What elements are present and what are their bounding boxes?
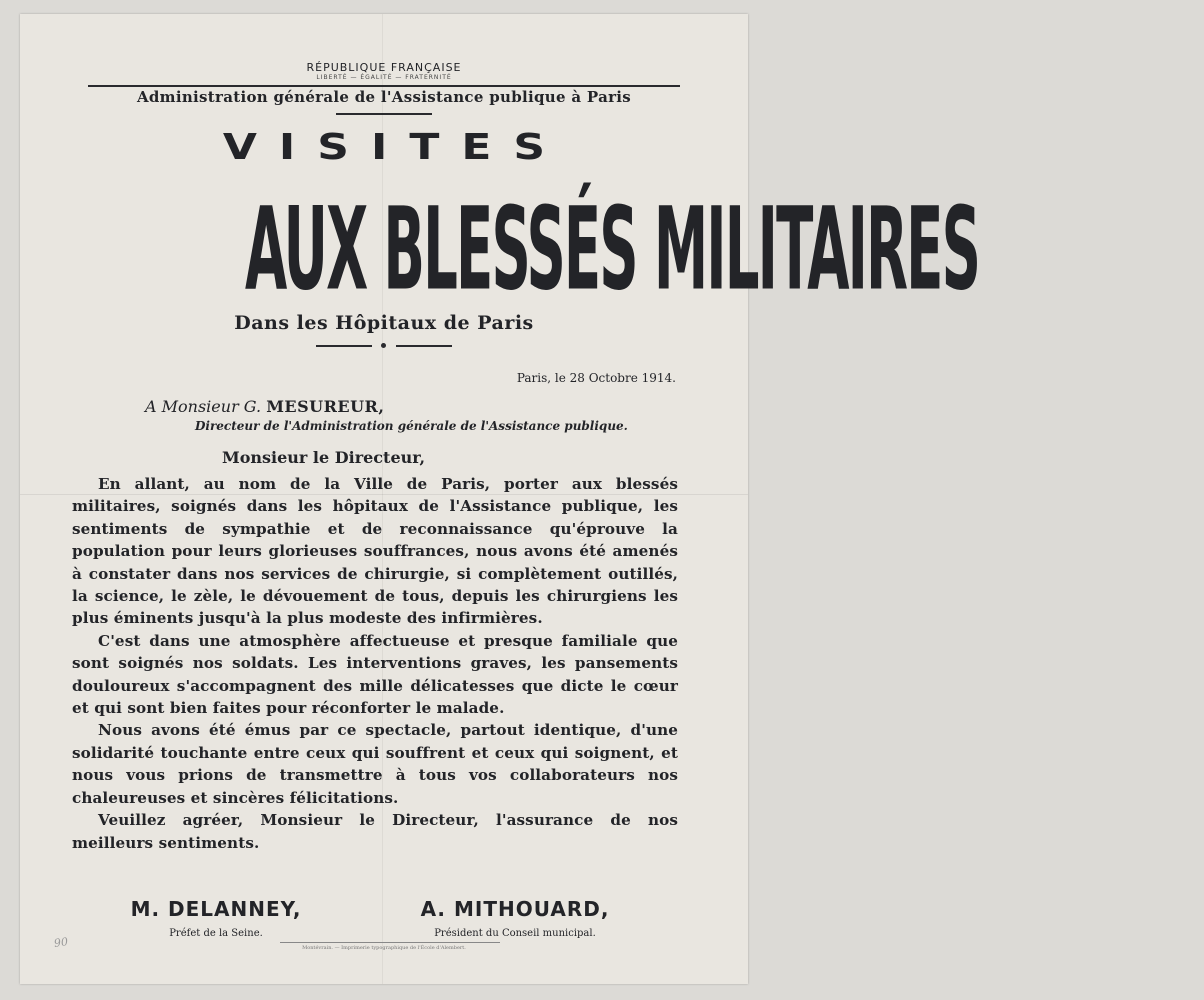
paragraph: En allant, au nom de la Ville de Paris, porter aux blessés militaires, soignés dans les hôpitaux de l'Assistance publique, les sentiments de sympathie et de reconnaissance qu'éprouve la population pour leurs glorieuses souffrances, nous avons été amenés à constater dans nos services de chirurgie, si complètement outillés, la science, le zèle, le dévouement de tous, depuis les chirurgiens les plus éminents jusqu'à la plus modeste des infirmières. bbox=[72, 475, 678, 628]
dateline: Paris, le 28 Octobre 1914. bbox=[516, 371, 676, 385]
ornament-line-right bbox=[396, 345, 452, 347]
addressee bbox=[145, 397, 384, 416]
signature-role: Préfet de la Seine. bbox=[169, 928, 263, 939]
paragraph: Nous avons été émus par ce spectacle, partout identique, d'une solidarité touchante entre ceux qui souffrent et ceux qui soignent, et nous vous prions de transmettre à tous vos collaborateurs nos chaleureuses et sincères félicitations. bbox=[72, 721, 678, 807]
signature-name: A. MITHOUARD, bbox=[420, 897, 610, 921]
ornament-line-left bbox=[316, 345, 372, 347]
poster bbox=[20, 14, 980, 984]
pencil-annotation: 90 bbox=[53, 935, 69, 950]
addressee-name: MESUREUR, bbox=[266, 397, 385, 416]
addressee-prefix: A Monsieur G. bbox=[145, 397, 267, 416]
title-blesses-wrap bbox=[20, 182, 980, 316]
short-rule bbox=[336, 113, 432, 115]
signature-president bbox=[400, 897, 630, 939]
paragraph: C'est dans une atmosphère affectueuse et presque familiale que sont soignés nos soldats. Les interventions graves, les pansements douloureux s'accompagnent des mille délicatesses que dicte le cœur et qui sont bien faites pour réconforter le malade. bbox=[72, 631, 678, 718]
printer-rule bbox=[280, 942, 500, 943]
title-visites: VISITES bbox=[222, 127, 568, 168]
administration-heading: Administration générale de l'Assistance publique à Paris bbox=[136, 88, 632, 106]
signature-role: Président du Conseil municipal. bbox=[434, 928, 596, 939]
letter-body bbox=[72, 473, 678, 854]
republic-heading: RÉPUBLIQUE FRANÇAISE bbox=[306, 61, 462, 74]
republic-motto: LIBERTÉ — ÉGALITÉ — FRATERNITÉ bbox=[316, 74, 452, 81]
subtitle-hopitaux: Dans les Hôpitaux de Paris bbox=[234, 312, 534, 334]
printer-imprint: Montévrain. — Imprimerie typographique de l'École d'Alembert. bbox=[302, 945, 466, 951]
ornament-dot bbox=[381, 343, 386, 348]
paragraph: Veuillez agréer, Monsieur le Directeur, l'assurance de nos meilleurs sentiments. bbox=[72, 811, 678, 852]
salutation: Monsieur le Directeur, bbox=[222, 448, 426, 467]
signature-name: M. DELANNEY, bbox=[130, 897, 302, 921]
title-blesses-militaires: AUX BLESSÉS MILITAIRES bbox=[244, 182, 980, 316]
signature-prefet bbox=[106, 897, 326, 939]
addressee-title: Directeur de l'Administration générale de l'Assistance publique. bbox=[195, 419, 628, 433]
top-rule bbox=[88, 85, 680, 87]
